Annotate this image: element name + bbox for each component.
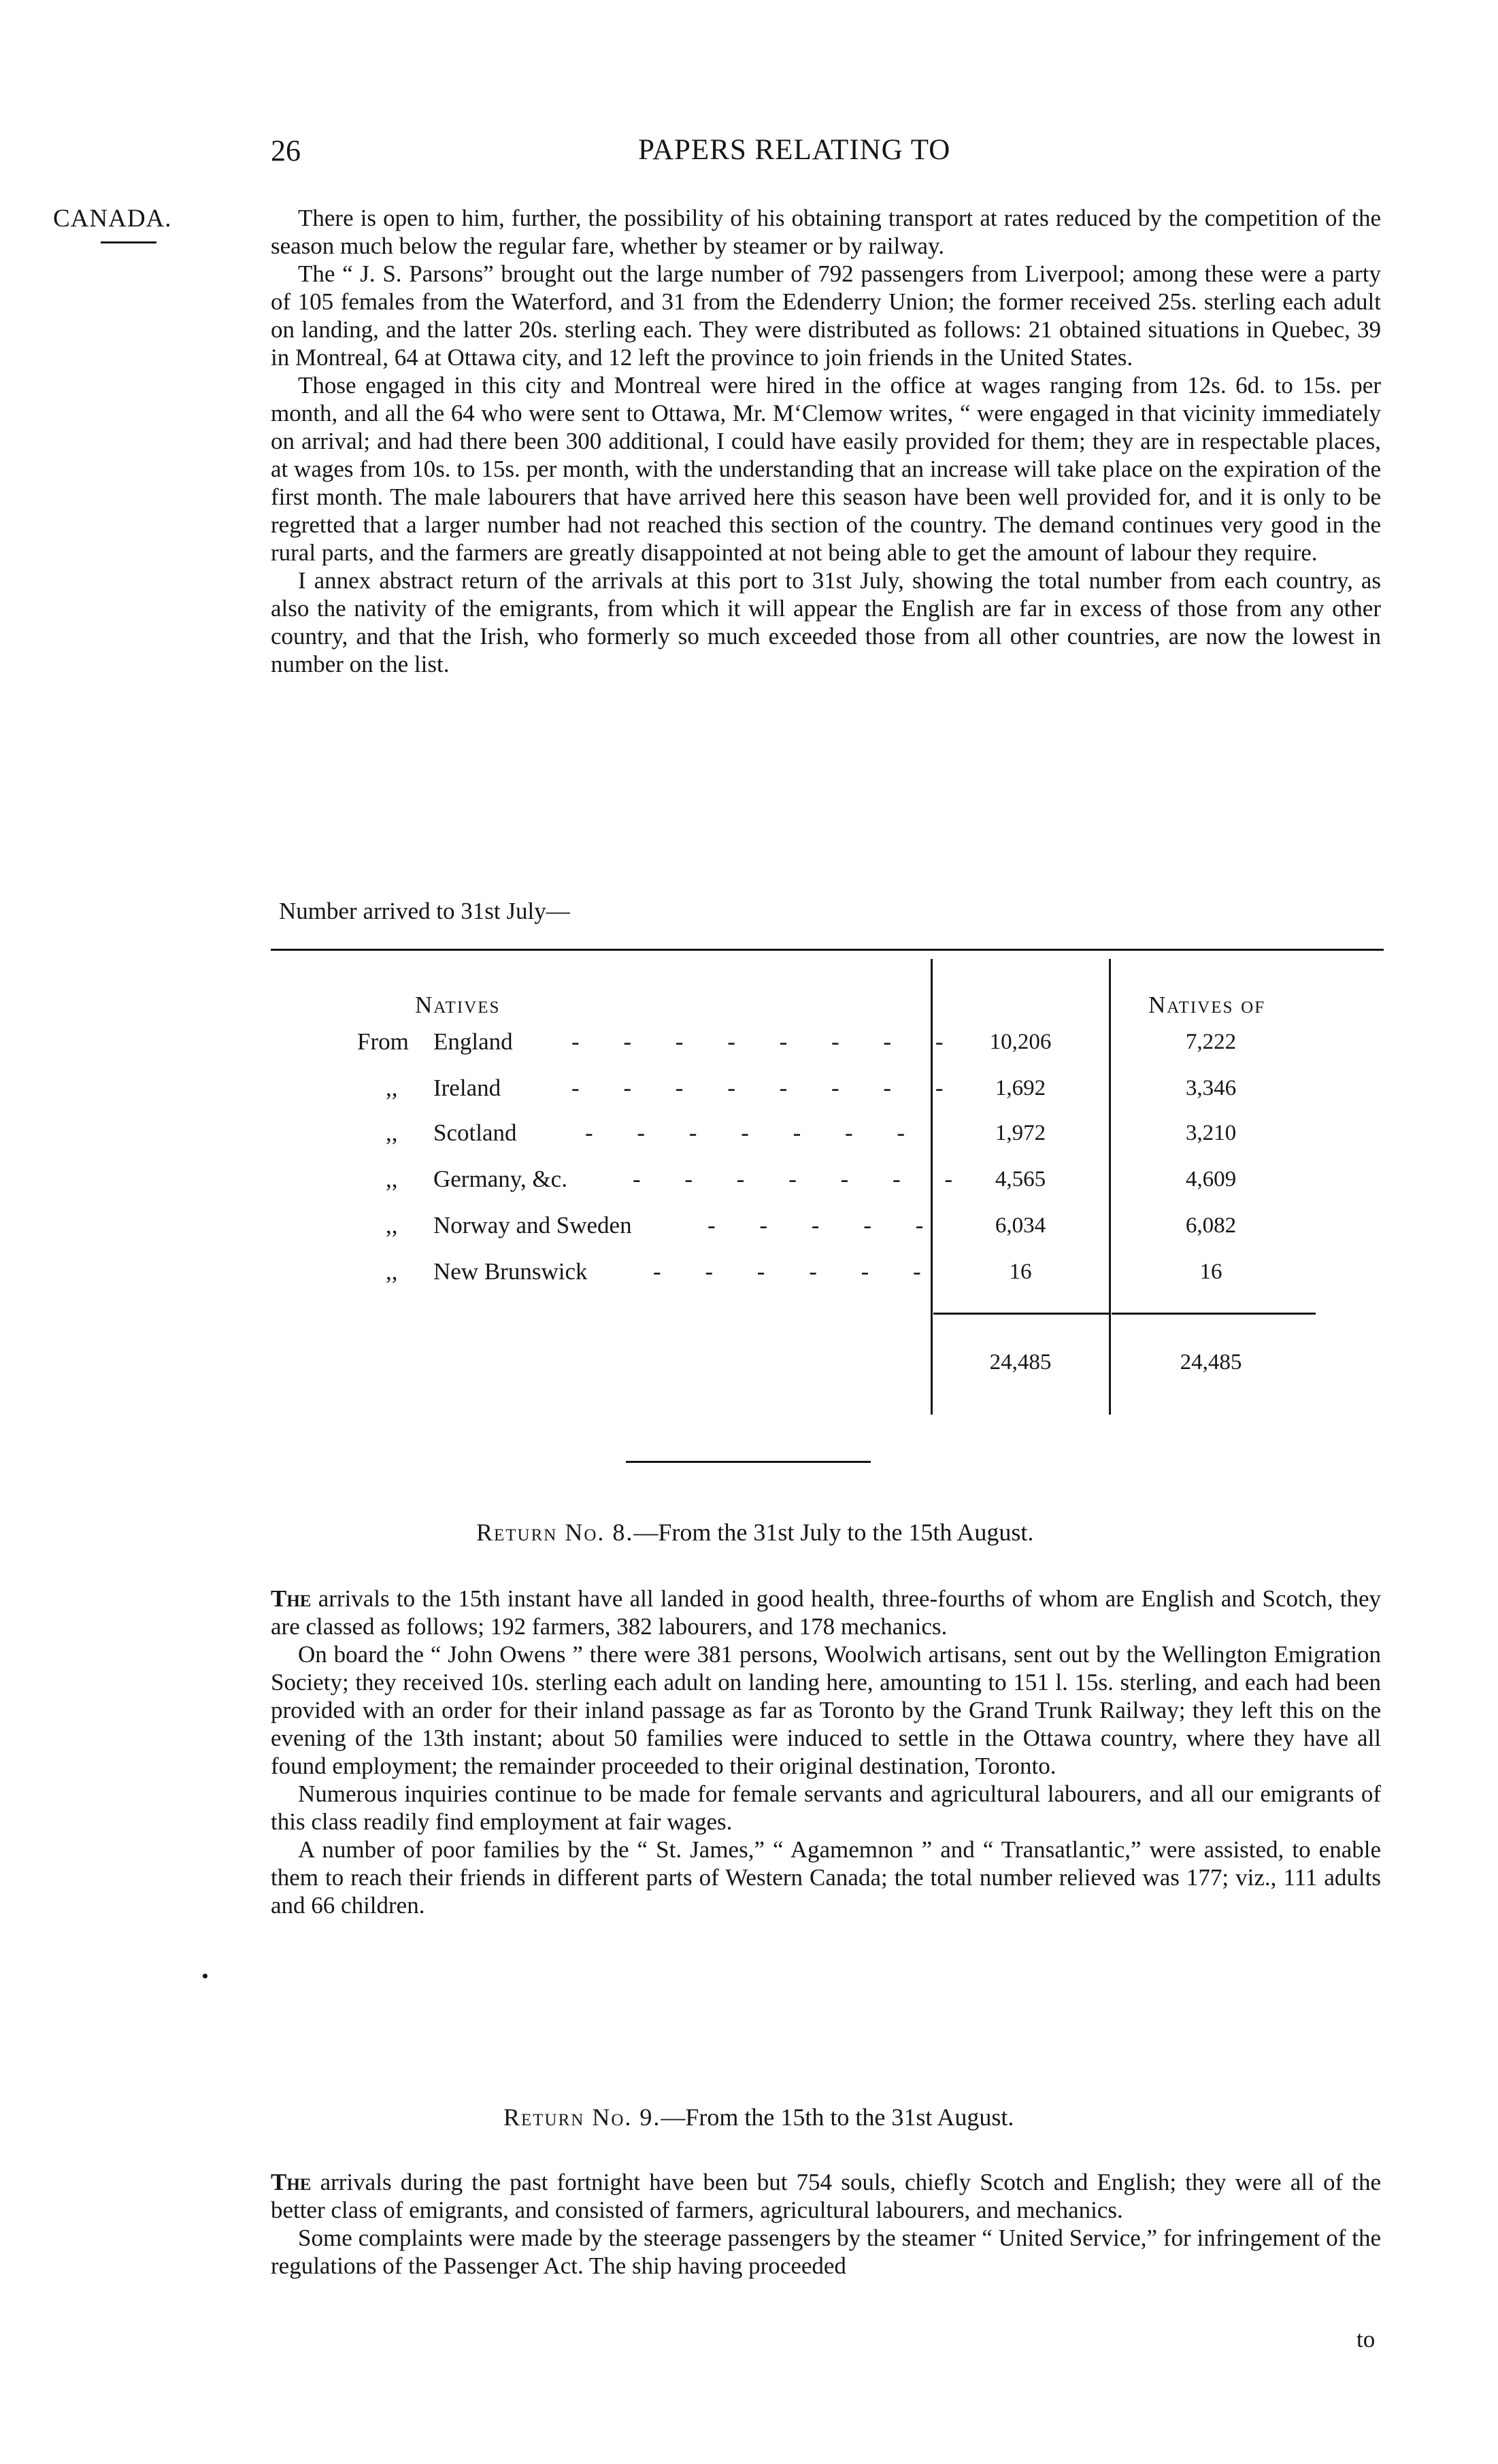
paragraph: A number of poor families by the “ St. James,” “ Agamemnon ” and “ Transatlantic,” were assisted, to enable them to reach their friends in different parts of Western Canada; the total number relieved was 177; viz., 111 adults and 66 children. xyxy=(271,1836,1381,1919)
leader-dashes: - - - - - - xyxy=(653,1258,940,1285)
cell-natives: 6,082 xyxy=(1185,1213,1237,1238)
paragraph xyxy=(271,2168,1381,2224)
paragraph: There is open to him, further, the possibility of his obtaining transport at rates reduced by the competition of the season much below the regular fare, whether by steamer or by railway. xyxy=(271,205,1381,259)
cell-natives: 3,210 xyxy=(1185,1121,1237,1145)
paragraph: The “ J. S. Parsons” brought out the large number of 792 passengers from Liverpool; among these were a party of 105 females from the Waterford, and 31 from the Edenderry Union; the former received 25s. sterling each adult on landing, and the latter 20s. sterling each. They were distributed as follows: 21 obtained situations in Quebec, 39 in Montreal, 64 at Ottawa city, and 12 left the province to join friends in the United States. xyxy=(271,260,1381,371)
cell-arrived: 16 xyxy=(1009,1260,1032,1284)
cell-natives: 3,346 xyxy=(1185,1076,1237,1100)
cell-natives: 7,222 xyxy=(1185,1030,1237,1054)
page-number: 26 xyxy=(271,134,301,167)
ditto-mark: ,, xyxy=(386,1212,398,1238)
row-prefix: From xyxy=(357,1028,409,1055)
paragraph: Those engaged in this city and Montreal were hired in the office at wages ranging from 12s. 6d. to 15s. per month, and all the 64 who were sent to Ottawa, Mr. M‘Clemow writes, “ were engaged in that vicinity immediately on arrival; and had there been 300 additional, I could have easily provided for them; they are in respectable places, at wages from 10s. to 15s. per month, with the understanding that an increase will take place on the expiration of the first month. The male labourers that have arrived here this season have been well provided for, and it is only to be regretted that a larger number had not reached this section of the country. The demand continues very good in the rural parts, and the farmers are greatly disappointed at not being able to get the amount of labour they require. xyxy=(271,372,1381,566)
paragraph: On board the “ John Owens ” there were 381 persons, Woolwich artisans, sent out by the Wellington Emigration Society; they received 10s. sterling each adult on landing here, amounting to 151 l. 15s. sterling, and each had been provided with an order for their inland passage as far as Toronto by the Grand Trunk Railway; they left this on the evening of the 13th instant; about 50 families were induced to settle in the Ottawa country, where they have all found employment; the remainder proceeded to their original destination, Toronto. xyxy=(271,1641,1381,1779)
margin-label: CANADA. xyxy=(53,205,172,233)
return-8-label: Return No. 8. xyxy=(476,1519,634,1546)
running-head: PAPERS RELATING TO xyxy=(638,134,951,166)
ditto-mark: ,, xyxy=(386,1258,398,1285)
leader-dashes: - - - - - - - xyxy=(633,1166,972,1192)
return-9-text xyxy=(271,2168,1381,2280)
leader-dashes: - - - - - - - - xyxy=(571,1075,963,1101)
cell-arrived: 1,972 xyxy=(995,1121,1046,1145)
total-rule-natives xyxy=(1112,1313,1316,1315)
cell-arrived: 6,034 xyxy=(995,1213,1046,1238)
cell-natives: 4,609 xyxy=(1185,1167,1237,1192)
return-8-text xyxy=(271,1585,1381,1919)
intro-text xyxy=(271,204,1381,678)
leader-dashes: - - - - - - - - xyxy=(571,1028,963,1055)
row-country: Norway and Sweden xyxy=(433,1212,632,1238)
row-country: Scotland xyxy=(433,1119,517,1146)
margin-dot xyxy=(203,1974,207,1978)
section-divider xyxy=(626,1461,871,1463)
ditto-mark: ,, xyxy=(386,1166,398,1192)
cell-arrived: 10,206 xyxy=(989,1030,1052,1054)
return-9-label: Return No. 9. xyxy=(503,2104,661,2131)
table-vline-right xyxy=(1109,959,1111,1415)
cell-natives: 16 xyxy=(1199,1260,1222,1284)
return-9-heading xyxy=(503,2103,1014,2131)
dropcap: The xyxy=(271,1585,312,1612)
return-8-heading xyxy=(476,1518,1033,1547)
catchword: to xyxy=(1356,2326,1376,2352)
leader-dashes: - - - - - - - xyxy=(585,1119,925,1146)
col-heading-natives: Natives xyxy=(415,992,501,1018)
col-heading-natives-of: Natives of xyxy=(1148,992,1266,1018)
paragraph-text: arrivals during the past fortnight have been but 754 souls, chiefly Scotch and English; they were all of the better class of emigrants, and consisted of farmers, agricultural labourers, and mechanics. xyxy=(271,2169,1381,2223)
table-top-rule xyxy=(271,949,1384,951)
row-country: New Brunswick xyxy=(433,1258,588,1285)
return-8-subtitle: —From the 31st July to the 15th August. xyxy=(633,1519,1034,1546)
row-country: Germany, &c. xyxy=(433,1166,567,1192)
row-country: Ireland xyxy=(433,1075,501,1101)
total-arrived: 24,485 xyxy=(989,1350,1052,1374)
ditto-mark: ,, xyxy=(386,1075,398,1101)
ditto-mark: ,, xyxy=(386,1119,398,1146)
paragraph-text: arrivals to the 15th instant have all landed in good health, three-fourths of whom are English and Scotch, they are classed as follows; 192 farmers, 382 labourers, and 178 mechanics. xyxy=(271,1585,1381,1640)
paragraph xyxy=(271,1585,1381,1640)
leader-dashes: - - - - - xyxy=(708,1212,943,1238)
paragraph: Numerous inquiries continue to be made for female servants and agricultural labourers, and all our emigrants of this class readily find employment at fair wages. xyxy=(271,1781,1381,1835)
table-caption: Number arrived to 31st July— xyxy=(279,898,570,924)
cell-arrived: 4,565 xyxy=(995,1167,1046,1192)
dropcap: The xyxy=(271,2169,312,2195)
total-rule-arrived xyxy=(933,1313,1109,1315)
return-9-subtitle: —From the 15th to the 31st August. xyxy=(661,2104,1014,2131)
margin-dash xyxy=(101,241,156,243)
cell-arrived: 1,692 xyxy=(995,1076,1046,1100)
paragraph: Some complaints were made by the steerage passengers by the steamer “ United Service,” for infringement of the regulations of the Passenger Act. The ship having proceeded xyxy=(271,2225,1381,2279)
total-natives: 24,485 xyxy=(1180,1350,1242,1374)
paragraph: I annex abstract return of the arrivals at this port to 31st July, showing the total number from each country, as also the nativity of the emigrants, from which it will appear the English are far in excess of those from any other country, and that the Irish, who formerly so much exceeded those from all other countries, are now the lowest in number on the list. xyxy=(271,567,1381,677)
row-country: England xyxy=(433,1028,513,1055)
